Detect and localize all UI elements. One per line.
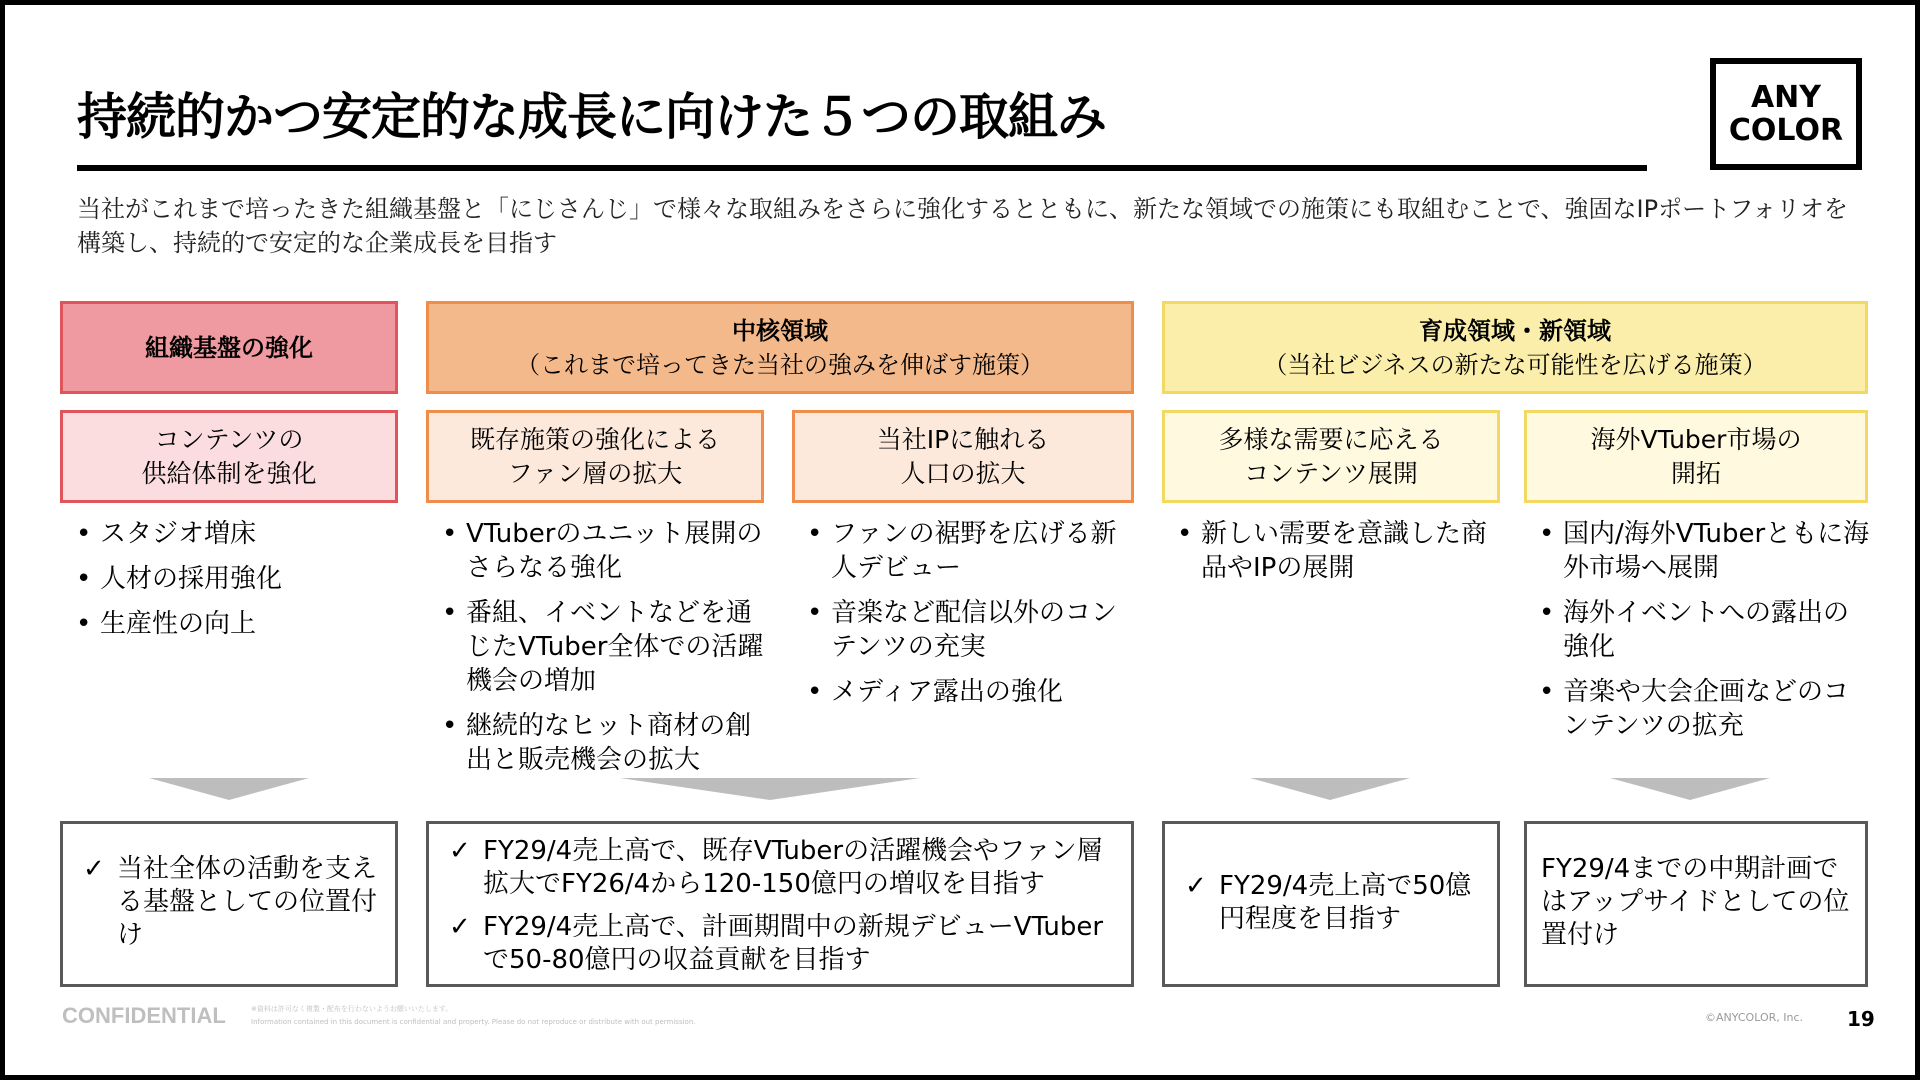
bullet-item: • 継続的なヒット商材の創出と販売機会の拡大 [436, 709, 776, 777]
title-divider [77, 165, 1647, 171]
outcome-new-demand [1162, 821, 1500, 987]
initiative-3-bullets [801, 517, 1141, 720]
initiative-5-bullets [1533, 517, 1873, 754]
confidential-note-en: Information contained in this document is confidential and property. Please do not reproduce or distribute with out permission. [251, 1018, 696, 1026]
initiative-4-header [1162, 410, 1500, 503]
category-core [426, 301, 1134, 394]
outcome-new-demand-list [1179, 870, 1483, 936]
bullet-item: • 音楽や大会企画などのコンテンツの拡充 [1533, 675, 1873, 743]
initiative-5-title-line-1: 海外VTuber市場の [1590, 424, 1802, 454]
outcome-org-list [77, 853, 381, 952]
category-growth-subtitle: （当社ビジネスの新たな可能性を広げる施策） [1263, 350, 1767, 379]
bullet-item: • 人材の採用強化 [70, 562, 390, 596]
check-item: ✓ 当社全体の活動を支える基盤としての位置付け [77, 853, 381, 952]
confidential-note-jp: ※資料は許可なく複製・配布を行わないようお願いいたします。 [251, 1005, 453, 1013]
category-core-subtitle: （これまで培ってきた当社の強みを伸ばす施策） [516, 350, 1044, 379]
logo-line-1: ANY [1750, 80, 1822, 115]
bullet-item: • 新しい需要を意識した商品やIPの展開 [1171, 517, 1506, 585]
category-growth [1162, 301, 1868, 394]
confidential-label: CONFIDENTIAL [62, 1003, 226, 1028]
outcome-org [60, 821, 398, 987]
check-item: ✓ FY29/4売上高で、既存VTuberの活躍機会やファン層拡大でFY26/4から120-150億円の増収を目指す [443, 835, 1117, 901]
down-arrow-icon [1610, 778, 1770, 800]
bullet-item: • 生産性の向上 [70, 607, 390, 641]
initiative-1-bullets [70, 517, 390, 652]
down-arrow-icon [149, 778, 309, 800]
slide [5, 5, 1915, 1075]
outcome-overseas-text: FY29/4までの中期計画ではアップサイドとしての位置付け [1541, 854, 1850, 950]
category-growth-title: 育成領域・新領域 [1419, 316, 1611, 345]
initiative-1-header [60, 410, 398, 503]
page-title: 持続的かつ安定的な成長に向けた５つの取組み [77, 88, 1106, 146]
down-arrow-icon [620, 778, 920, 800]
bullet-item: • 音楽など配信以外のコンテンツの充実 [801, 596, 1141, 664]
bullet-item: • 海外イベントへの露出の強化 [1533, 596, 1873, 664]
initiative-4-bullets [1171, 517, 1506, 596]
initiative-1-title-line-2: 供給体制を強化 [141, 458, 317, 488]
bullet-item: • 番組、イベントなどを通じたVTuber全体での活躍機会の増加 [436, 596, 776, 698]
initiative-4-title-line-2: コンテンツ展開 [1244, 458, 1418, 488]
category-org [60, 301, 398, 394]
outcome-overseas [1524, 821, 1868, 987]
initiative-1-title-line-1: コンテンツの [154, 424, 304, 454]
initiative-4-title-line-1: 多様な需要に応える [1218, 424, 1444, 454]
bullet-item: • ファンの裾野を広げる新人デビュー [801, 517, 1141, 585]
initiative-2-header [426, 410, 764, 503]
logo-line-2: COLOR [1728, 113, 1844, 148]
down-arrow-icon [1250, 778, 1410, 800]
category-org-title: 組織基盤の強化 [145, 333, 313, 362]
bullet-item: • 国内/海外VTuberともに海外市場へ展開 [1533, 517, 1873, 585]
outcome-core [426, 821, 1134, 987]
category-core-title: 中核領域 [732, 316, 828, 345]
initiative-5-header [1524, 410, 1868, 503]
copyright: ©ANYCOLOR, Inc. [1705, 1011, 1804, 1024]
initiative-2-bullets [436, 517, 776, 788]
initiative-3-title-line-1: 当社IPに触れる [876, 424, 1050, 454]
check-item: ✓ FY29/4売上高で50億円程度を目指す [1179, 870, 1483, 936]
bullet-item: • メディア露出の強化 [801, 675, 1141, 709]
initiative-2-title-line-2: ファン層の拡大 [507, 458, 683, 488]
initiative-2-title-line-1: 既存施策の強化による [469, 424, 720, 454]
initiative-3-title-line-2: 人口の拡大 [900, 458, 1026, 488]
initiative-3-header [792, 410, 1134, 503]
lead-text: 当社がこれまで培ったきた組織基盤と「にじさんじ」で様々な取組みをさらに強化するとともに、新たな領域での施策にも取組むことで、強固なIPポートフォリオを構築し、持続的で安定的な企業成長を目指す [77, 195, 1848, 257]
bullet-item: • スタジオ増床 [70, 517, 390, 551]
check-item: ✓ FY29/4売上高で、計画期間中の新規デビューVTuberで50-80億円の収益貢献を目指す [443, 911, 1117, 977]
initiative-5-title-line-2: 開拓 [1670, 458, 1721, 488]
page-number: 19 [1847, 1007, 1875, 1031]
outcome-core-list [443, 835, 1117, 977]
bullet-item: • VTuberのユニット展開のさらなる強化 [436, 517, 776, 585]
company-logo [1710, 58, 1862, 170]
